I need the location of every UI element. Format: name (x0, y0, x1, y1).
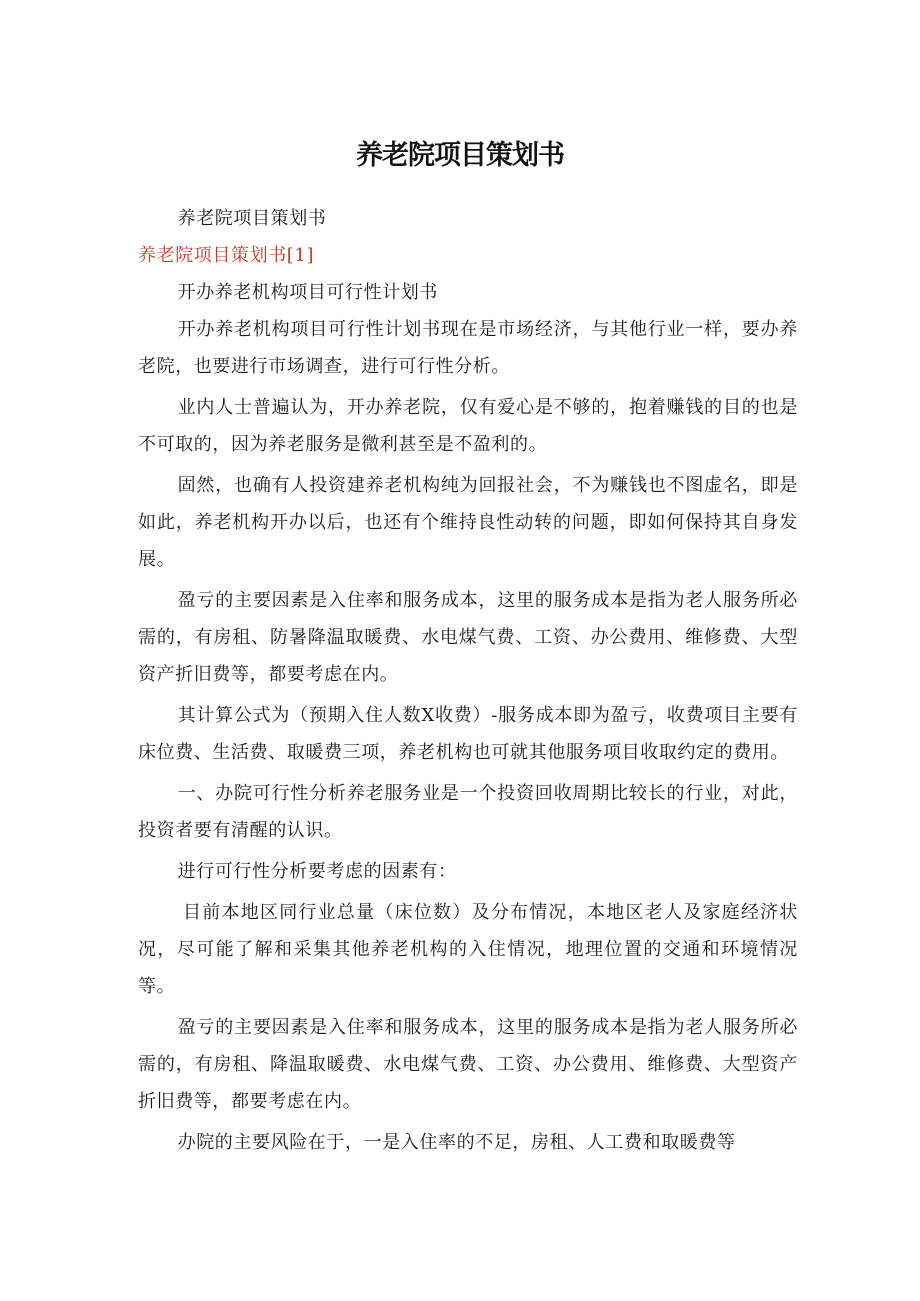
paragraph: 一、办院可行性分析养老服务业是一个投资回收周期比较长的行业，对此，投资者要有清醒的认识。 (138, 783, 798, 841)
paragraph: 盈亏的主要因素是入住率和服务成本，这里的服务成本是指为老人服务所必需的，有房租、防暑降温取暖费、水电煤气费、工资、办公费用、维修费、大型资产折旧费等，都要考虑在内。 (138, 590, 798, 685)
paragraph: 进行可行性分析要考虑的因素有： (177, 861, 457, 882)
paragraph-subtitle: 养老院项目策划书 (177, 208, 327, 229)
paragraph: 办院的主要风险在于，一是入住率的不足，房租、人工费和取暖费等 (177, 1132, 736, 1153)
document-body (138, 200, 798, 1161)
paragraph-red-heading-link[interactable]: 养老院项目策划书[1] (138, 245, 315, 266)
document-title: 养老院项目策划书 (356, 140, 564, 172)
paragraph-section-heading: 开办养老机构项目可行性计划书 (177, 282, 438, 303)
paragraph: 业内人士普遍认为，开办养老院，仅有爱心是不够的，抱着赚钱的目的也是不可取的，因为养老服务是微利甚至是不盈利的。 (138, 397, 798, 455)
paragraph: 盈亏的主要因素是入住率和服务成本，这里的服务成本是指为老人服务所必需的，有房租、降温取暖费、水电煤气费、工资、办公费用、维修费、大型资产折旧费等，都要考虑在内。 (138, 1017, 798, 1112)
paragraph: 固然，也确有人投资建养老机构纯为回报社会，不为赚钱也不图虚名，即是如此，养老机构开办以后，也还有个维持良性动转的问题，即如何保持其自身发展。 (138, 475, 798, 570)
paragraph: 其计算公式为（预期入住人数X收费）-服务成本即为盈亏，收费项目主要有床位费、生活费、取暖费三项，养老机构也可就其他服务项目收取约定的费用。 (138, 705, 798, 763)
paragraph: 开办养老机构项目可行性计划书现在是市场经济，与其他行业一样，要办养老院，也要进行市场调查，进行可行性分析。 (138, 319, 798, 377)
paragraph: 目前本地区同行业总量（床位数）及分布情况，本地区老人及家庭经济状况，尽可能了解和采集其他养老机构的入住情况，地理位置的交通和环境情况等。 (138, 902, 798, 997)
